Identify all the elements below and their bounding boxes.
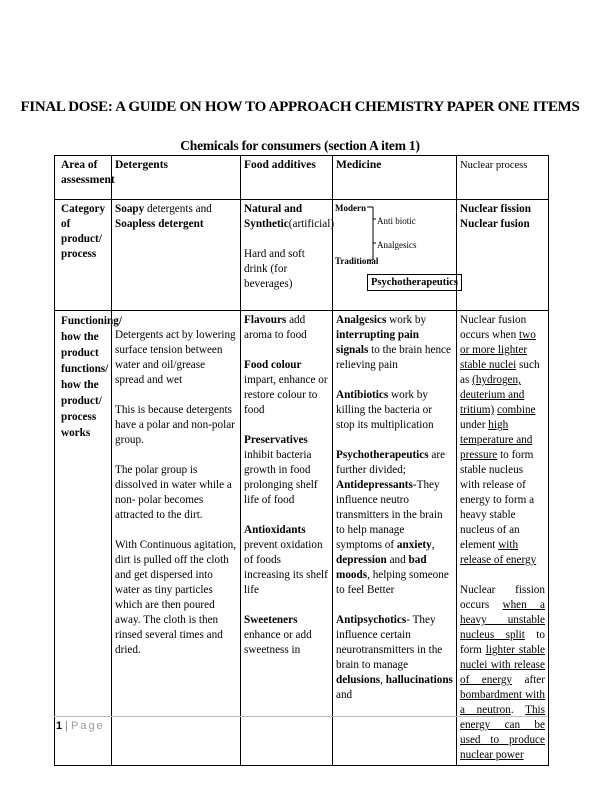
header-detergents: Detergents: [112, 156, 241, 200]
food-example-text: Hard and soft drink (for beverages): [244, 248, 305, 290]
analgesics-desc-2: to the brain hence relieving pain: [336, 344, 451, 371]
antidepressants-term: Antidepressants: [336, 479, 413, 491]
nuclear-fission-desc: [460, 583, 545, 763]
med-analgesics: [336, 313, 453, 373]
hallucinations-term: hallucinations: [385, 674, 453, 686]
med-antibiotics: [336, 388, 453, 433]
depression-term: depression: [336, 554, 387, 566]
psychotherapeutics-desc: are further divided;: [336, 449, 446, 476]
antipsychotics-sep: ,: [380, 674, 386, 686]
flavours-term: Flavours: [244, 314, 287, 326]
det-para-1: Detergents act by lowering surface tension between water and oil/grease spread and wet: [115, 329, 236, 386]
antibiotics-term: Antibiotics: [336, 389, 389, 401]
food-sweeteners: [244, 613, 329, 658]
analgesics-term: Analgesics: [336, 314, 387, 326]
fusion-u-2: (hydrogen, deuterium and tritium): [460, 374, 525, 416]
sweeteners-desc: enhance or add sweetness in: [244, 629, 312, 656]
flavours-desc: add aroma to food: [244, 314, 307, 341]
food-antioxidants: [244, 523, 329, 598]
header-nuclear-process: Nuclear process: [457, 156, 549, 200]
header-medicine: Medicine: [333, 156, 457, 200]
functioning-food: [241, 311, 333, 766]
functioning-detergents: [112, 311, 241, 766]
category-detergents: [112, 200, 241, 311]
preservatives-term: Preservatives: [244, 434, 308, 446]
pain-signals-term: interrupting pain signals: [336, 329, 419, 356]
header-row: [55, 156, 549, 200]
soapless-text: Soapless detergent: [115, 218, 204, 230]
psychotherapeutics-term: Psychotherapeutics: [336, 449, 429, 461]
category-food: [241, 200, 333, 311]
det-para-2: This is because detergents have a polar and non-polar group.: [115, 404, 235, 446]
fission-u-1: when a heavy unstable nucleus split: [460, 599, 545, 641]
antidepressants-desc-1: -They influence neutro transmitters in the brain to help manage symptoms of: [336, 479, 443, 551]
fusion-text-2: such as: [460, 359, 540, 386]
fission-u-4: This energy can be used to produce nuclear power: [460, 704, 545, 761]
med-antipsychotics: [336, 613, 453, 703]
fusion-u-1: two or more lighter stable nuclei: [460, 329, 536, 371]
fission-text-3: after: [512, 674, 545, 686]
psychotherapeutics-box: Psychotherapeutics: [367, 274, 462, 291]
footer-divider: [54, 716, 548, 717]
header-food-additives: Food additives: [241, 156, 333, 200]
food-flavours: [244, 313, 329, 343]
category-row: [55, 200, 549, 311]
functioning-medicine: [333, 311, 457, 766]
functioning-nuclear: [457, 311, 549, 766]
natural-synthetic-text: Natural and Synthetic: [244, 203, 303, 230]
fusion-text-4: under: [460, 419, 489, 431]
functioning-row: [55, 311, 549, 766]
antioxidants-term: Antioxidants: [244, 524, 306, 536]
document-title: FINAL DOSE: A GUIDE ON HOW TO APPROACH CHEMISTRY PAPER ONE ITEMS: [20, 99, 580, 115]
food-colour-desc: impart, enhance or restore colour to food: [244, 374, 328, 416]
preservatives-desc: inhibit bacteria growth in food prolonging shelf life of food: [244, 449, 318, 506]
antidepressants-sep-2: and: [386, 554, 409, 566]
header-area: Area of assessment: [55, 156, 112, 200]
section-title: Chemicals for consumers (section A item 1): [180, 138, 420, 153]
analgesics-desc-1: work by: [386, 314, 427, 326]
med-antidepressants: [336, 478, 453, 598]
soapy-text: Soapy: [115, 203, 145, 215]
fusion-u-5: with release of energy: [460, 539, 537, 566]
artificial-text: (artificial): [288, 218, 335, 230]
page-number: 1: [56, 720, 63, 732]
antipsychotics-term: Antipsychotics: [336, 614, 407, 626]
fusion-text-1: Nuclear fusion occurs when: [460, 314, 527, 341]
antipsychotics-desc-2: and: [336, 689, 353, 701]
page-word: Page: [70, 720, 105, 732]
det-para-4: With Continuous agitation, dirt is pulled off the cloth and get dispersed into water as tiny particles which are then poured away. The cloth is then rinsed several times and dried.: [115, 539, 237, 656]
nuclear-fusion-text: Nuclear fusion: [460, 218, 530, 230]
fission-u-3: bombardment with a neutron: [460, 689, 545, 716]
fusion-u-4: high temperature and pressure: [460, 419, 533, 461]
chemicals-table: [54, 155, 549, 766]
det-mid-text: detergents and: [144, 203, 212, 215]
traditional-label: Traditional: [335, 256, 379, 266]
fusion-text-5: to form stable nucleus with release of energy to form a heavy stable nucleus of an element: [460, 449, 535, 551]
med-psychotherapeutics: [336, 448, 453, 478]
antibiotic-label: Anti biotic: [377, 216, 416, 226]
antibiotics-desc: work by killing the bacteria or stop its multiplication: [336, 389, 434, 431]
anxiety-term: anxiety: [396, 539, 432, 551]
sweeteners-term: Sweeteners: [244, 614, 298, 626]
fission-text-2: to form: [460, 629, 545, 656]
modern-label: Modern: [335, 203, 366, 213]
bad-moods-term: bad moods: [336, 554, 427, 581]
fission-u-2: lighter stable nuclei with release of energy: [460, 644, 545, 686]
fusion-u-3: combine: [496, 404, 536, 416]
fission-text-1: Nuclear fission occurs: [460, 584, 545, 611]
analgesics-label: Analgesics: [377, 240, 417, 250]
antioxidants-desc: prevent oxidation of foods increasing its shelf life: [244, 539, 328, 596]
category-label: Category of product/ process: [55, 200, 112, 311]
category-medicine: [333, 200, 457, 311]
nuclear-fusion-desc: [460, 313, 545, 568]
det-para-3: The polar group is dissolved in water while a non- polar becomes attracted to the dirt.: [115, 464, 232, 521]
footer-separator: |: [65, 720, 68, 732]
antipsychotics-desc-1: - They influence certain neurotransmitters in the brain to manage: [336, 614, 443, 671]
category-nuclear: [457, 200, 549, 311]
antidepressants-desc-2: , helping someone to feel Better: [336, 569, 449, 596]
functioning-label: Functioning/ how the product functions/ how the product/ process works: [55, 311, 112, 766]
fission-text-4: .: [510, 704, 526, 716]
antidepressants-sep-1: ,: [431, 539, 435, 551]
delusions-term: delusions: [336, 674, 381, 686]
nuclear-fission-text: Nuclear fission: [460, 203, 531, 215]
page-footer: [56, 720, 105, 732]
food-colour-term: Food colour: [244, 359, 302, 371]
